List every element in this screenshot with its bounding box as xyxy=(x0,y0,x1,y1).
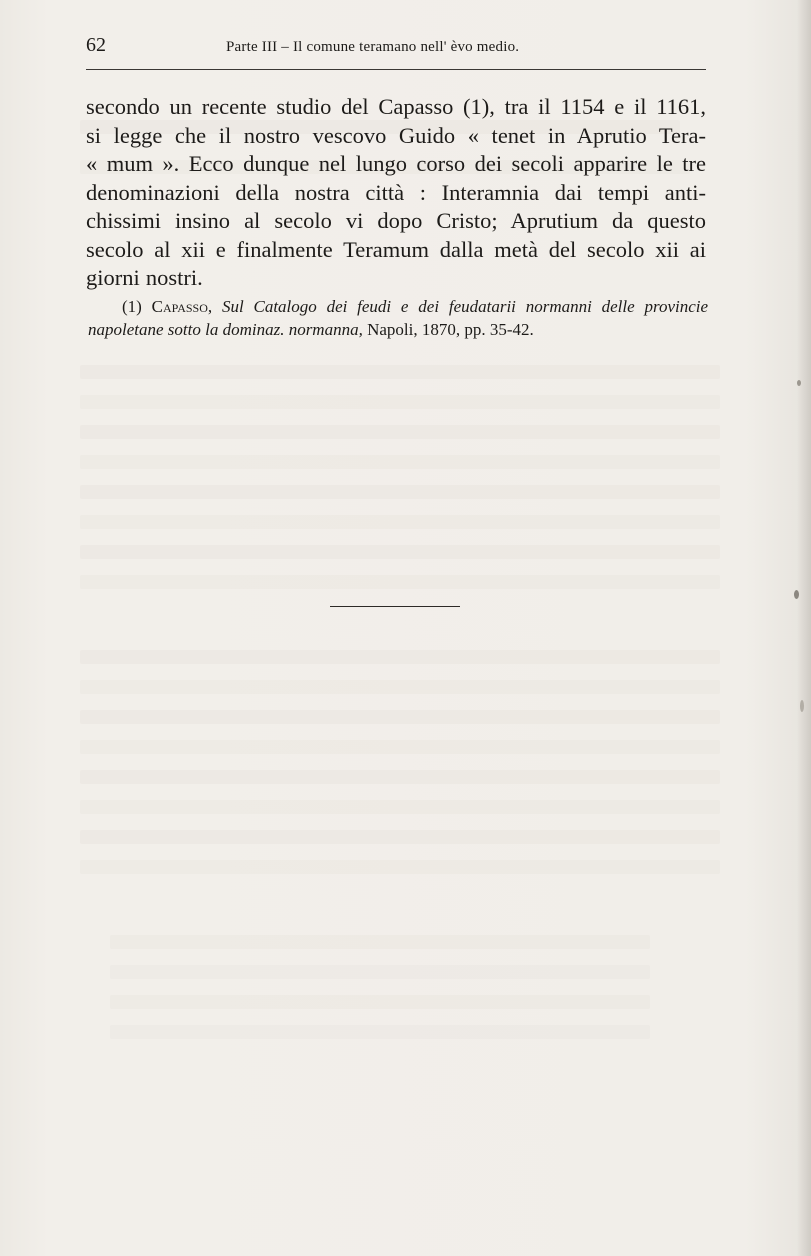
body-line: « mum ». Ecco dunque nel lungo corso dei secoli apparire le tre xyxy=(86,151,706,176)
footnote-publication: Napoli, 1870, pp. 35-42. xyxy=(367,320,534,339)
footnote xyxy=(88,295,708,341)
show-through-text xyxy=(110,1025,650,1039)
section-end-rule xyxy=(330,606,460,607)
show-through-text xyxy=(80,485,720,499)
body-line: chissimi insino al secolo vi dopo Cristo; Aprutium da questo xyxy=(86,208,706,233)
show-through-text xyxy=(80,770,720,784)
show-through-text xyxy=(80,365,720,379)
show-through-text xyxy=(110,995,650,1009)
footnote-author: Capasso, xyxy=(151,297,213,316)
running-header xyxy=(86,34,706,64)
show-through-text xyxy=(80,545,720,559)
show-through-text xyxy=(80,860,720,874)
show-through-text xyxy=(110,965,650,979)
show-through-text xyxy=(80,680,720,694)
show-through-text xyxy=(80,800,720,814)
running-title: Parte III – Il comune teramano nell' èvo medio. xyxy=(226,39,520,55)
body-paragraph xyxy=(86,93,706,293)
footnote-line xyxy=(88,295,708,318)
show-through-text xyxy=(80,575,720,589)
footnote-title: Sul Catalogo dei feudi e dei feudatarii normanni delle provincie xyxy=(221,297,709,316)
footnote-marker: (1) xyxy=(122,297,142,316)
show-through-text xyxy=(80,455,720,469)
footnote-title: napoletane sotto la dominaz. normanna, xyxy=(88,320,363,339)
page-edge-shadow xyxy=(797,0,811,1256)
footnote-line xyxy=(88,318,708,341)
show-through-text xyxy=(80,710,720,724)
page-number: 62 xyxy=(86,34,106,56)
show-through-text xyxy=(80,425,720,439)
body-line: secolo al xii e finalmente Teramum dalla metà del secolo xii ai xyxy=(86,236,706,262)
paper-blemish xyxy=(797,380,801,386)
show-through-text xyxy=(110,935,650,949)
show-through-text xyxy=(80,740,720,754)
body-line: si legge che il nostro vescovo Guido « tenet in Aprutio Tera- xyxy=(86,122,706,148)
show-through-text xyxy=(80,830,720,844)
paper-blemish xyxy=(794,590,799,599)
show-through-text xyxy=(80,395,720,409)
body-line: denominazioni della nostra città : Interamnia dai tempi anti- xyxy=(86,179,706,205)
header-rule xyxy=(86,69,706,70)
body-line: giorni nostri. xyxy=(86,265,203,290)
body-line: secondo un recente studio del Capasso (1), tra il 1154 e il 1161, xyxy=(86,94,706,119)
show-through-text xyxy=(80,650,720,664)
show-through-text xyxy=(80,515,720,529)
paper-blemish xyxy=(800,700,804,712)
